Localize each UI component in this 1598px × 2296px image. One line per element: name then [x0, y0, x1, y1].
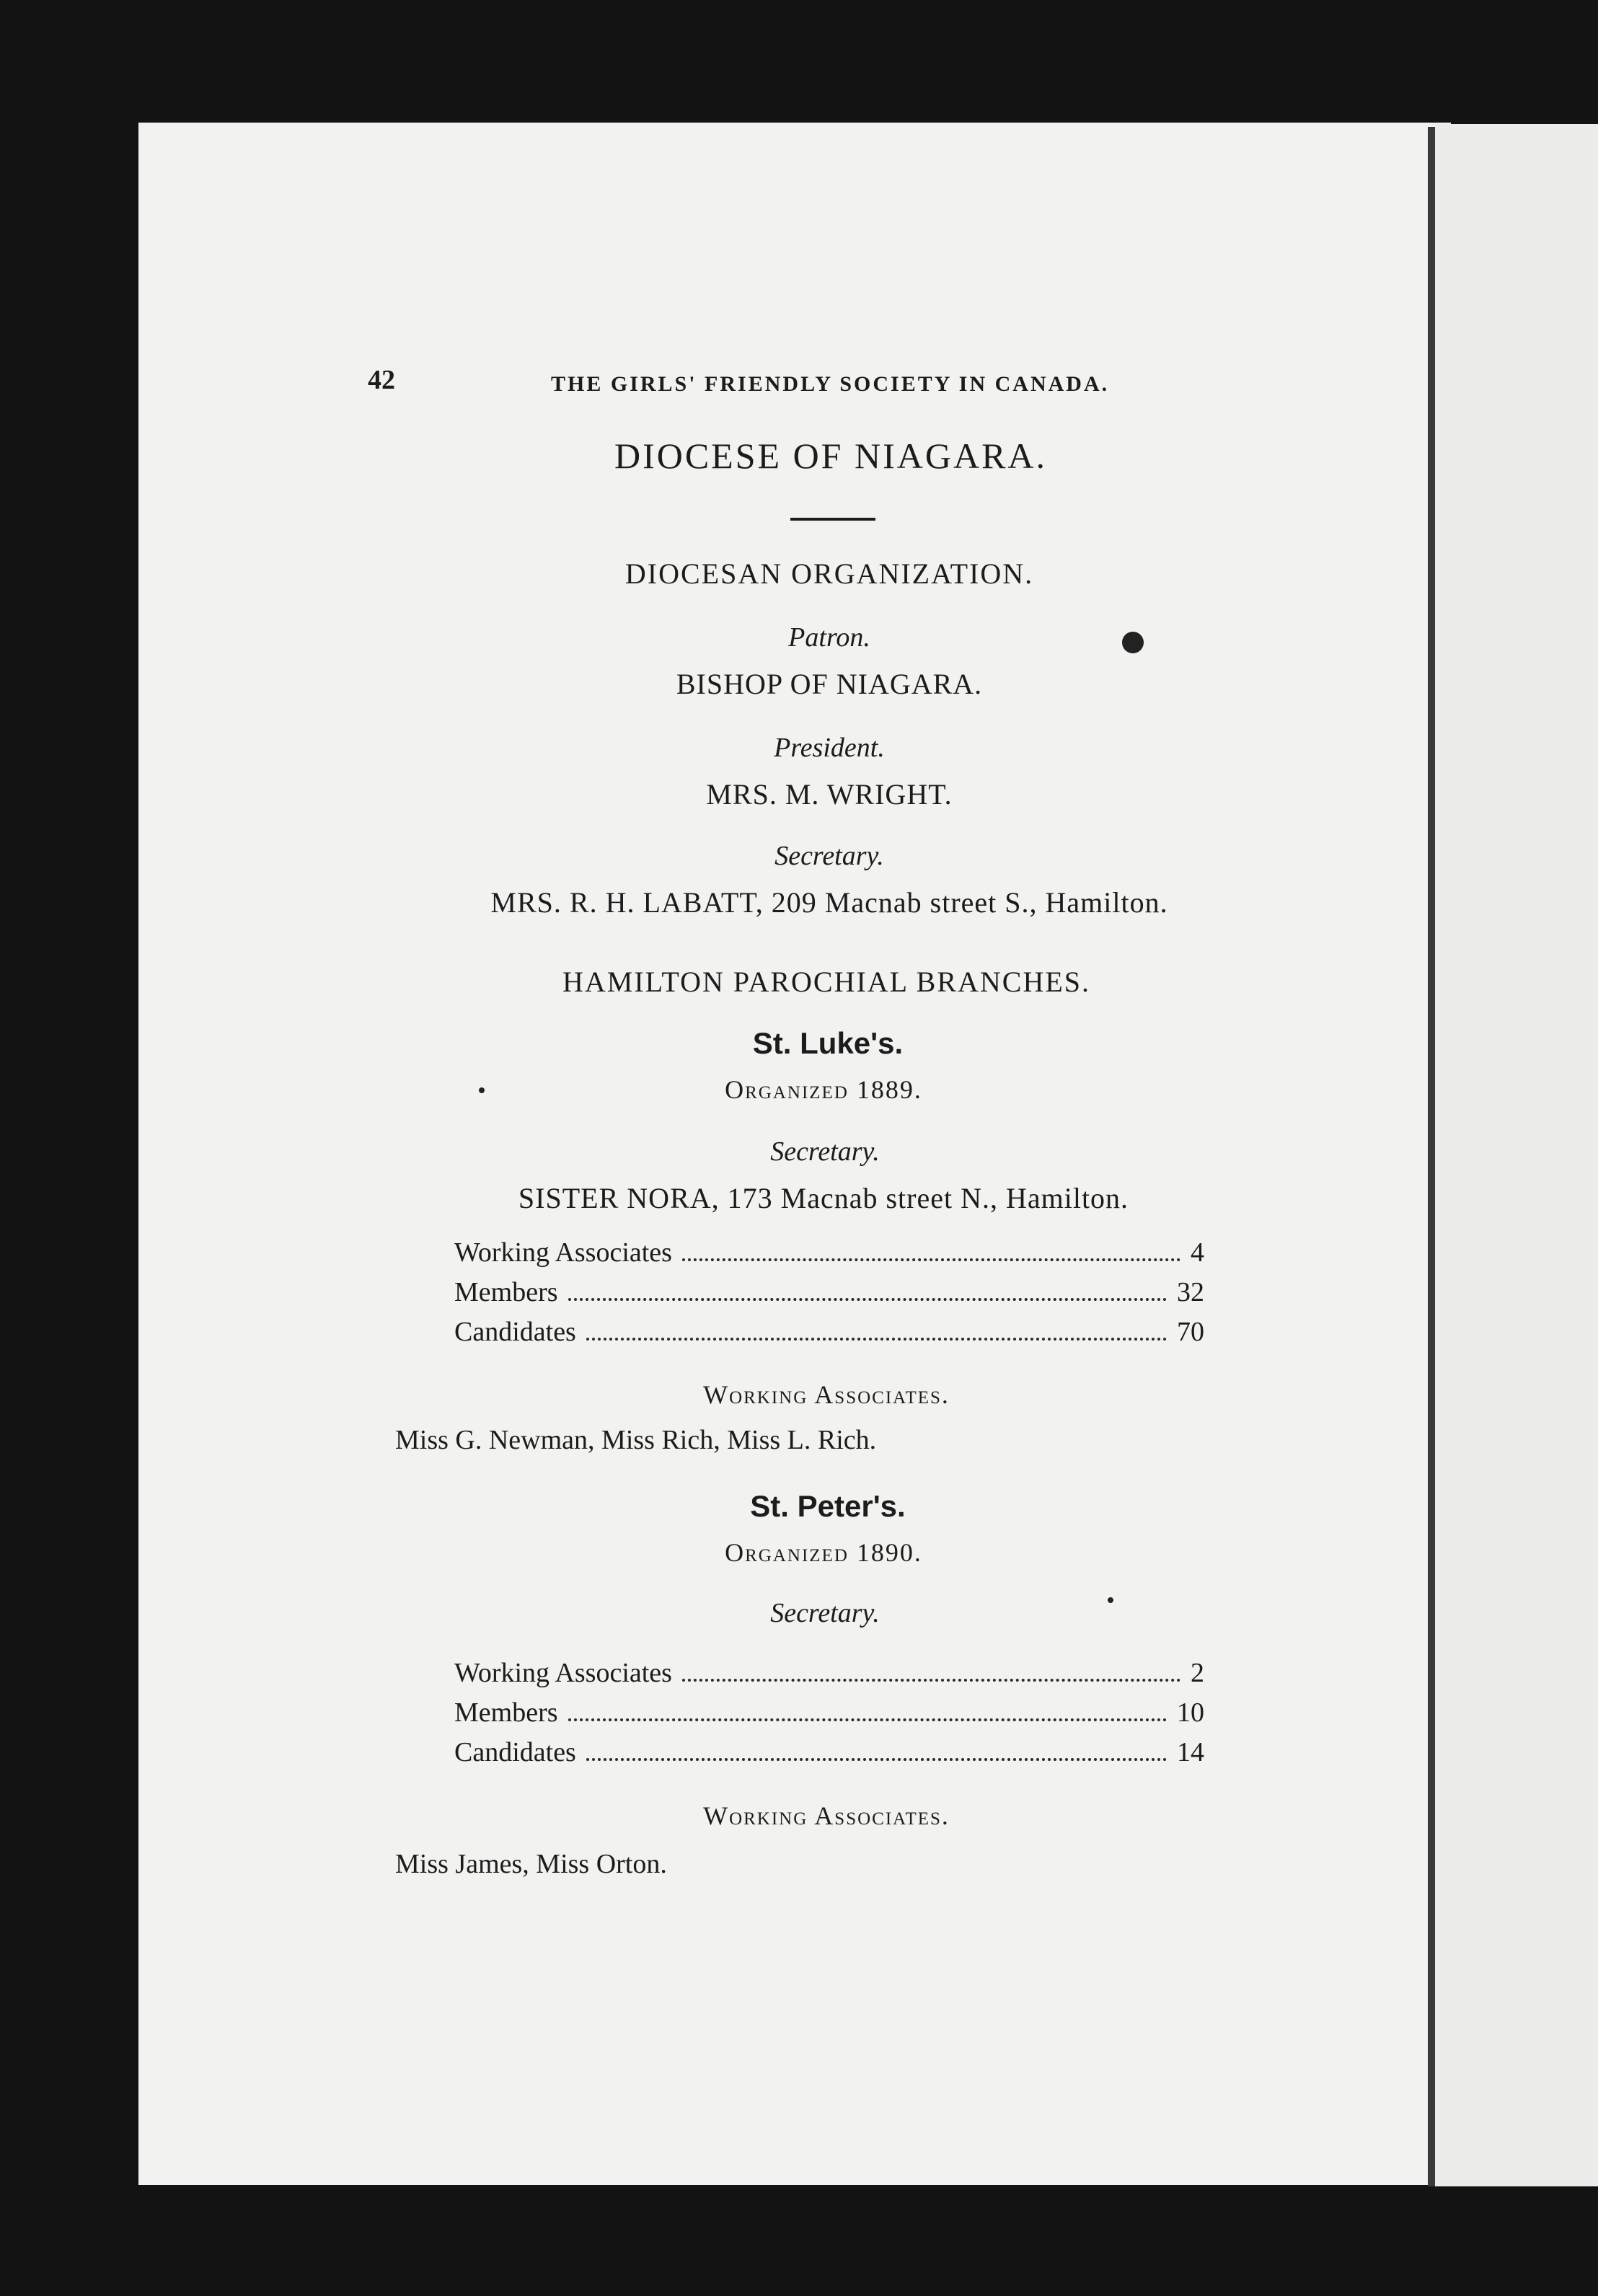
leader-dots — [568, 1298, 1167, 1301]
stat-label: Candidates — [454, 1737, 576, 1767]
stat-row — [454, 1736, 1204, 1772]
stat-value: 2 — [1191, 1658, 1204, 1688]
ink-speck — [479, 1087, 485, 1093]
stat-value: 4 — [1191, 1237, 1204, 1268]
leader-dots — [568, 1718, 1167, 1721]
stat-row — [454, 1697, 1204, 1733]
branch-organized: Organized 1890. — [725, 1538, 922, 1567]
running-title: THE GIRLS' FRIENDLY SOCIETY IN CANADA. — [551, 372, 1110, 396]
stat-row — [454, 1316, 1204, 1352]
branch-name: St. Peter's. — [750, 1489, 906, 1523]
associates-list: Miss James, Miss Orton. — [395, 1849, 667, 1879]
branch-secretary-label: Secretary. — [770, 1136, 880, 1167]
leader-dots — [682, 1258, 1180, 1261]
page-number: 42 — [368, 365, 395, 395]
branches-heading: HAMILTON PAROCHIAL BRANCHES. — [562, 966, 1091, 998]
stat-row — [454, 1657, 1204, 1693]
section-heading: DIOCESAN ORGANIZATION. — [624, 557, 1034, 590]
patron-name: BISHOP OF NIAGARA. — [676, 668, 983, 700]
stat-row — [454, 1276, 1204, 1312]
stat-label: Working Associates — [454, 1237, 672, 1268]
stat-value: 14 — [1177, 1737, 1204, 1767]
secretary-name: MRS. R. H. LABATT, 209 Macnab street S., Hamilton. — [490, 886, 1168, 919]
branch-name: St. Luke's. — [752, 1026, 904, 1060]
ink-blot — [1122, 632, 1144, 653]
branch-secretary-label: Secretary. — [770, 1598, 880, 1628]
branch-secretary: SISTER NORA, 173 Macnab street N., Hamilton. — [518, 1182, 1129, 1214]
leader-dots — [586, 1758, 1167, 1761]
leader-dots — [586, 1338, 1167, 1341]
stat-value: 32 — [1177, 1277, 1204, 1307]
ink-speck — [1108, 1597, 1113, 1603]
page-title: DIOCESE OF NIAGARA. — [614, 436, 1048, 476]
stat-label: Members — [454, 1277, 558, 1307]
associates-list: Miss G. Newman, Miss Rich, Miss L. Rich. — [395, 1425, 877, 1455]
president-name: MRS. M. WRIGHT. — [706, 778, 953, 811]
associates-heading: Working Associates. — [703, 1380, 950, 1409]
stat-value: 10 — [1177, 1697, 1204, 1728]
stat-row — [454, 1237, 1204, 1273]
secretary-label: Secretary. — [774, 841, 884, 871]
branch-organized: Organized 1889. — [725, 1075, 922, 1104]
stat-label: Members — [454, 1697, 558, 1728]
associates-heading: Working Associates. — [703, 1801, 950, 1830]
stat-label: Working Associates — [454, 1658, 672, 1688]
stat-value: 70 — [1177, 1317, 1204, 1347]
stat-label: Candidates — [454, 1317, 576, 1347]
page-edge — [1428, 127, 1435, 2186]
leader-dots — [682, 1679, 1180, 1682]
president-label: President. — [774, 733, 885, 763]
facing-page — [1435, 124, 1598, 2186]
title-rule — [790, 518, 875, 521]
patron-label: Patron. — [788, 622, 870, 653]
